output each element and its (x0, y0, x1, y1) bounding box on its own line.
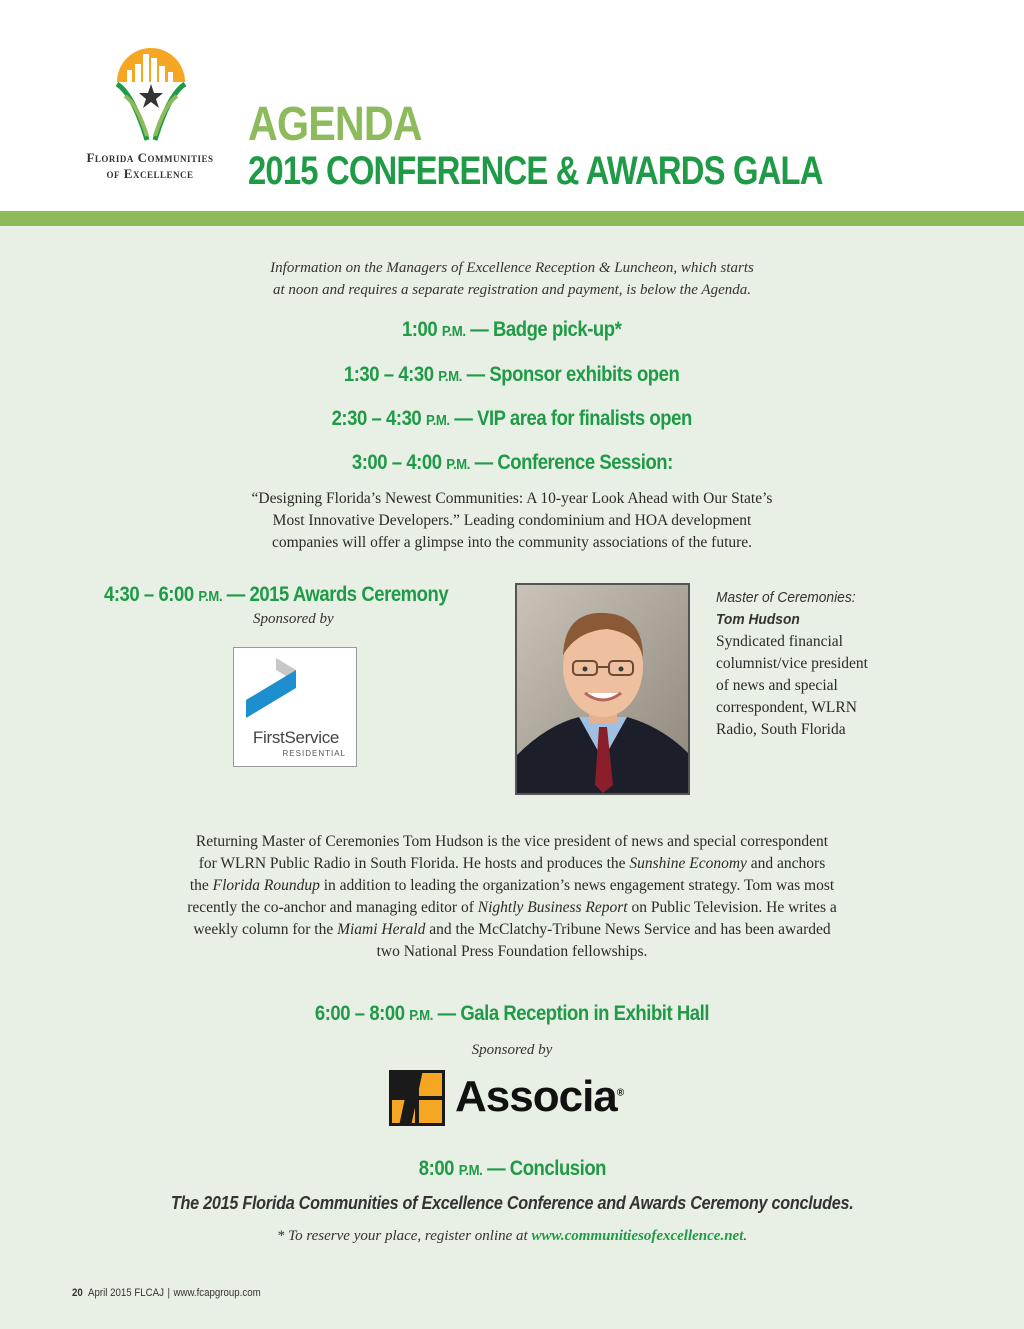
mc-line-4: correspondent, WLRN (716, 699, 857, 716)
bio-line-2: for WLRN Public Radio in South Florida. He hosts and produces the Sunshine Economy and anchors (198, 855, 826, 872)
issue-info: April 2015 FLCAJ (88, 1287, 164, 1299)
agenda-ampm: P.M. (458, 1162, 482, 1179)
tom-hudson-photo (515, 583, 690, 795)
registration-note: * To reserve your place, register online at www.communitiesofexcellence.net. (276, 1228, 748, 1244)
agenda-title: Conference Session: (497, 451, 673, 474)
header-divider-bar (0, 211, 1024, 226)
agenda-time: 3:00 – 4:00 (351, 451, 442, 474)
skyline-star-icon (113, 44, 189, 144)
mc-label: Master of Ceremonies: (716, 589, 856, 606)
associa-wordmark: Associa® (455, 1072, 624, 1121)
agenda-time: 8:00 (418, 1157, 454, 1180)
page-header (0, 0, 1024, 211)
page-footer: 20 April 2015 FLCAJ | www.fcapgroup.com (72, 1287, 261, 1299)
session-line-2: Most Innovative Developers.” Leading condominium and HOA development (272, 512, 752, 529)
agenda-ampm: P.M. (426, 412, 450, 429)
agenda-item-session: 3:00 – 4:00 P.M. — Conference Session: (351, 451, 673, 474)
title-conference: 2015 CONFERENCE & AWARDS GALA (248, 149, 823, 193)
firstservice-logo (233, 647, 357, 767)
agenda-title: 2015 Awards Ceremony (249, 583, 449, 606)
agenda-time: 2:30 – 4:30 (331, 407, 422, 430)
page-number: 20 (72, 1287, 83, 1299)
session-description (0, 488, 1024, 554)
agenda-title: Conclusion (509, 1157, 606, 1180)
associa-logo (389, 1070, 649, 1126)
agenda-title: Sponsor exhibits open (489, 363, 680, 386)
agenda-item-exhibits: 1:30 – 4:30 P.M. — Sponsor exhibits open (344, 363, 680, 386)
bio-line-5: weekly column for the Miami Herald and the McClatchy-Tribune News Service and has been awarded (193, 921, 831, 938)
firstservice-sub: RESIDENTIAL (282, 749, 346, 758)
agenda-ampm: P.M. (442, 323, 466, 340)
logo-wordmark (70, 150, 230, 182)
title-agenda: AGENDA (248, 98, 422, 151)
agenda-title: VIP area for finalists open (477, 407, 693, 430)
fce-logo (70, 40, 240, 190)
mc-line-3: of news and special (716, 677, 838, 694)
footer-site: www.fcapgroup.com (173, 1287, 261, 1299)
intro-line-1: Information on the Managers of Excellence Reception & Luncheon, which starts (270, 260, 754, 276)
intro-line-2: at noon and requires a separate registration and payment, is below the Agenda. (272, 282, 751, 298)
mc-line-5: Radio, South Florida (716, 721, 846, 738)
agenda-item-vip: 2:30 – 4:30 P.M. — VIP area for finalists open (331, 407, 693, 430)
logo-line-1: Florida Communities (86, 150, 214, 165)
awards-sponsored-by: Sponsored by (253, 611, 334, 627)
bio-line-3: the Florida Roundup in addition to leading the organization’s news engagement strategy. Tom was most (189, 877, 835, 894)
intro-note (0, 257, 1024, 301)
agenda-time: 4:30 – 6:00 (104, 583, 194, 606)
awards-ceremony-block: 4:30 – 6:00 P.M. — 2015 Awards Ceremony (104, 583, 449, 606)
agenda-item-badge: 1:00 P.M. — Badge pick-up* (402, 318, 622, 341)
agenda-item-gala: 6:00 – 8:00 P.M. — Gala Reception in Exhibit Hall (314, 1002, 710, 1025)
gala-sponsored-by: Sponsored by (471, 1042, 553, 1058)
session-line-3: companies will offer a glimpse into the community associations of the future. (271, 534, 753, 551)
firstservice-name: FirstService (252, 728, 340, 747)
master-of-ceremonies (716, 587, 906, 741)
agenda-ampm: P.M. (438, 368, 463, 385)
portrait-image (517, 585, 688, 793)
agenda-time: 6:00 – 8:00 (314, 1002, 405, 1025)
bio-line-6: two National Press Foundation fellowships. (376, 943, 648, 960)
mc-line-2: columnist/vice president (716, 655, 868, 672)
agenda-ampm: P.M. (198, 588, 223, 605)
mc-bio (0, 831, 1024, 963)
session-line-1: “Designing Florida’s Newest Communities: A 10-year Look Ahead with Our State’s (251, 490, 773, 507)
agenda-time: 1:00 (402, 318, 438, 341)
mc-line-1: Syndicated financial (716, 633, 843, 650)
mc-name: Tom Hudson (716, 611, 800, 628)
bio-line-1: Returning Master of Ceremonies Tom Hudson is the vice president of news and special correspondent (195, 833, 829, 850)
agenda-title: Badge pick-up* (493, 318, 622, 341)
bio-line-4: recently the co-anchor and managing editor of Nightly Business Report on Public Television. He writes a (187, 899, 837, 916)
associa-mark-icon (389, 1070, 445, 1126)
register-link[interactable]: www.communitiesofexcellence.net (531, 1228, 744, 1244)
agenda-title: Gala Reception in Exhibit Hall (460, 1002, 710, 1025)
agenda-time: 1:30 – 4:30 (344, 363, 434, 386)
firstservice-mark-icon (234, 648, 358, 728)
agenda-ampm: P.M. (409, 1007, 433, 1024)
page-title (248, 100, 949, 192)
logo-line-2: of Excellence (106, 166, 194, 181)
closing-statement: The 2015 Florida Communities of Excellence Conference and Awards Ceremony concludes. (170, 1193, 854, 1213)
agenda-ampm: P.M. (445, 456, 470, 473)
agenda-item-conclusion: 8:00 P.M. — Conclusion (418, 1157, 606, 1180)
